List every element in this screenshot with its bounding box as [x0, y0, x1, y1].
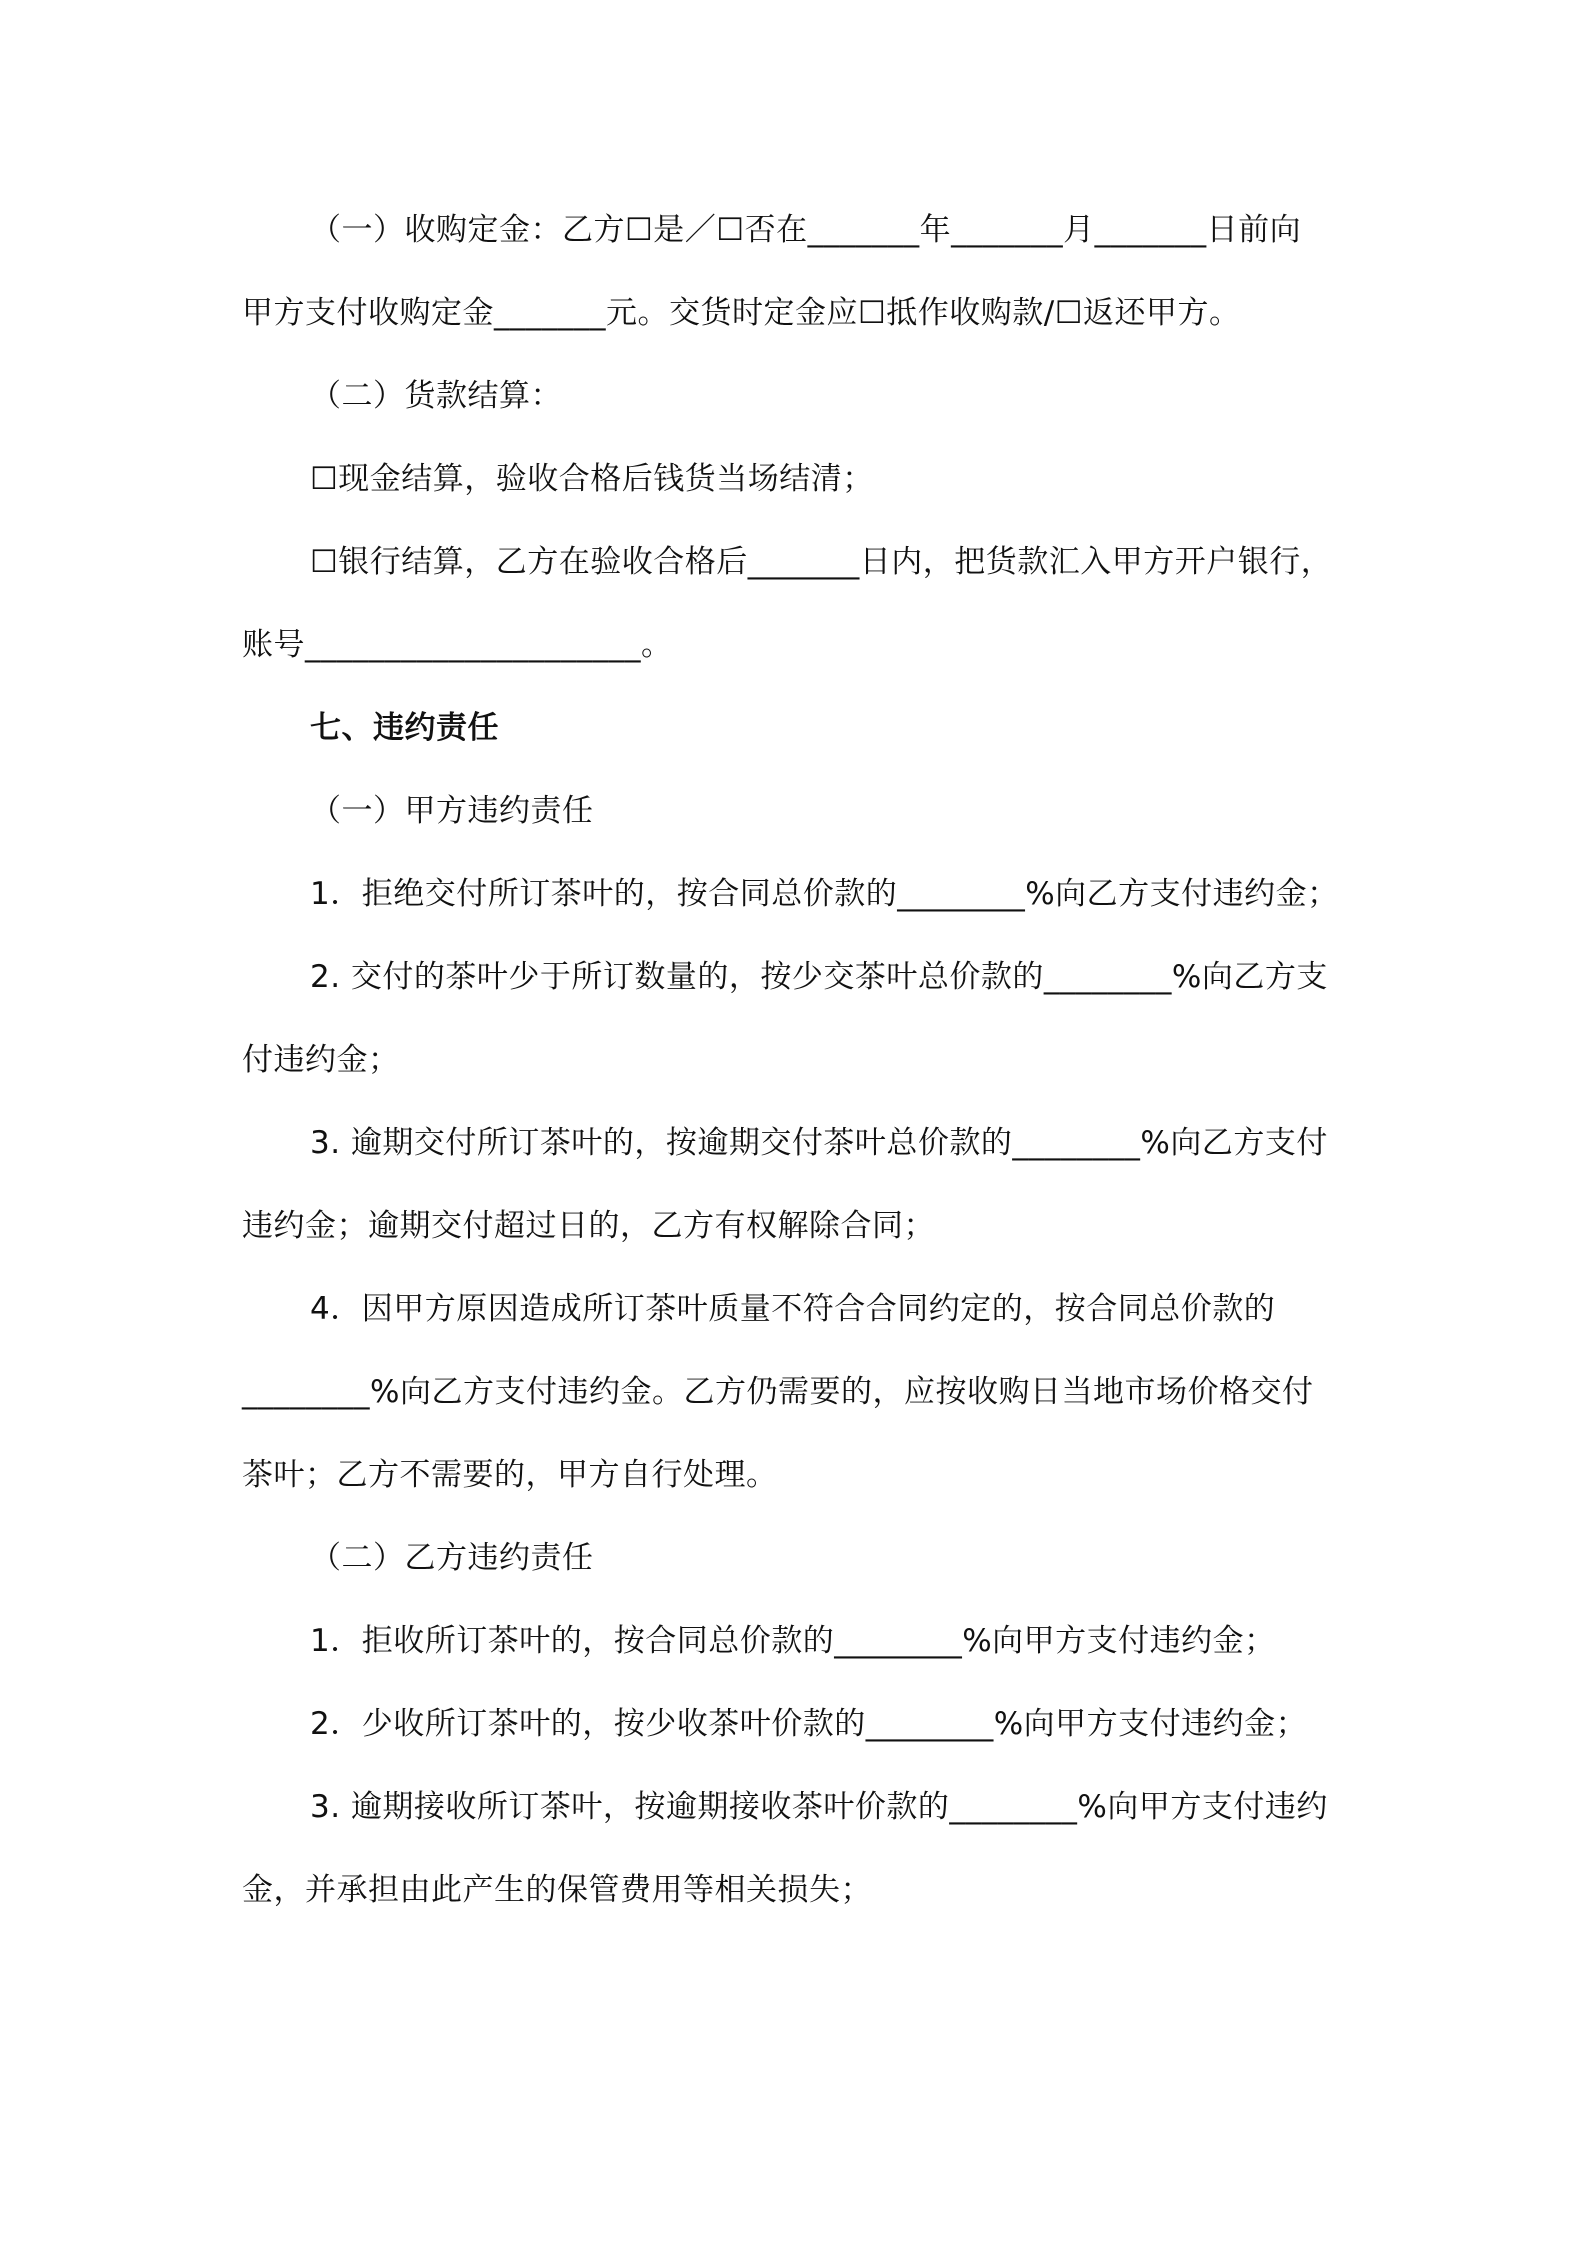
- text-line: ☐银行结算，乙方在验收合格后_______日内，把货款汇入甲方开户银行，: [310, 544, 1333, 580]
- text-line: 3. 逾期交付所订茶叶的，按逾期交付茶叶总价款的________%向乙方支付: [310, 1125, 1328, 1161]
- text-line: 金，并承担由此产生的保管费用等相关损失；: [242, 1872, 872, 1908]
- text-line: 甲方支付收购定金_______元。交货时定金应☐抵作收购款/☐返还甲方。: [242, 295, 1241, 331]
- text-line: 付违约金；: [242, 1042, 400, 1078]
- text-line: 4．因甲方原因造成所订茶叶质量不符合合同约定的，按合同总价款的: [310, 1291, 1276, 1327]
- subsection-heading: （二）乙方违约责任: [310, 1540, 594, 1576]
- text-line: 2. 交付的茶叶少于所订数量的，按少交茶叶总价款的________%向乙方支: [310, 959, 1328, 995]
- text-line: 1．拒收所订茶叶的，按合同总价款的________%向甲方支付违约金；: [310, 1623, 1276, 1659]
- text-line: 违约金；逾期交付超过日的，乙方有权解除合同；: [242, 1208, 935, 1244]
- text-line: ________%向乙方支付违约金。乙方仍需要的，应按收购日当地市场价格交付: [242, 1374, 1314, 1410]
- text-line: ☐现金结算，验收合格后钱货当场结清；: [310, 461, 874, 497]
- text-line: 账号_____________________。: [242, 627, 673, 663]
- text-line: （二）货款结算：: [310, 378, 562, 414]
- section-heading: 七、违约责任: [310, 710, 499, 746]
- text-line: （一）收购定金：乙方☐是／☐否在_______年_______月_______日前向: [310, 212, 1302, 248]
- text-line: 2．少收所订茶叶的，按少收茶叶价款的________%向甲方支付违约金；: [310, 1706, 1308, 1742]
- subsection-heading: （一）甲方违约责任: [310, 793, 594, 829]
- text-line: 3. 逾期接收所订茶叶，按逾期接收茶叶价款的________%向甲方支付违约: [310, 1789, 1328, 1825]
- text-line: 茶叶；乙方不需要的，甲方自行处理。: [242, 1457, 778, 1493]
- text-line: 1．拒绝交付所订茶叶的，按合同总价款的________%向乙方支付违约金；: [310, 876, 1339, 912]
